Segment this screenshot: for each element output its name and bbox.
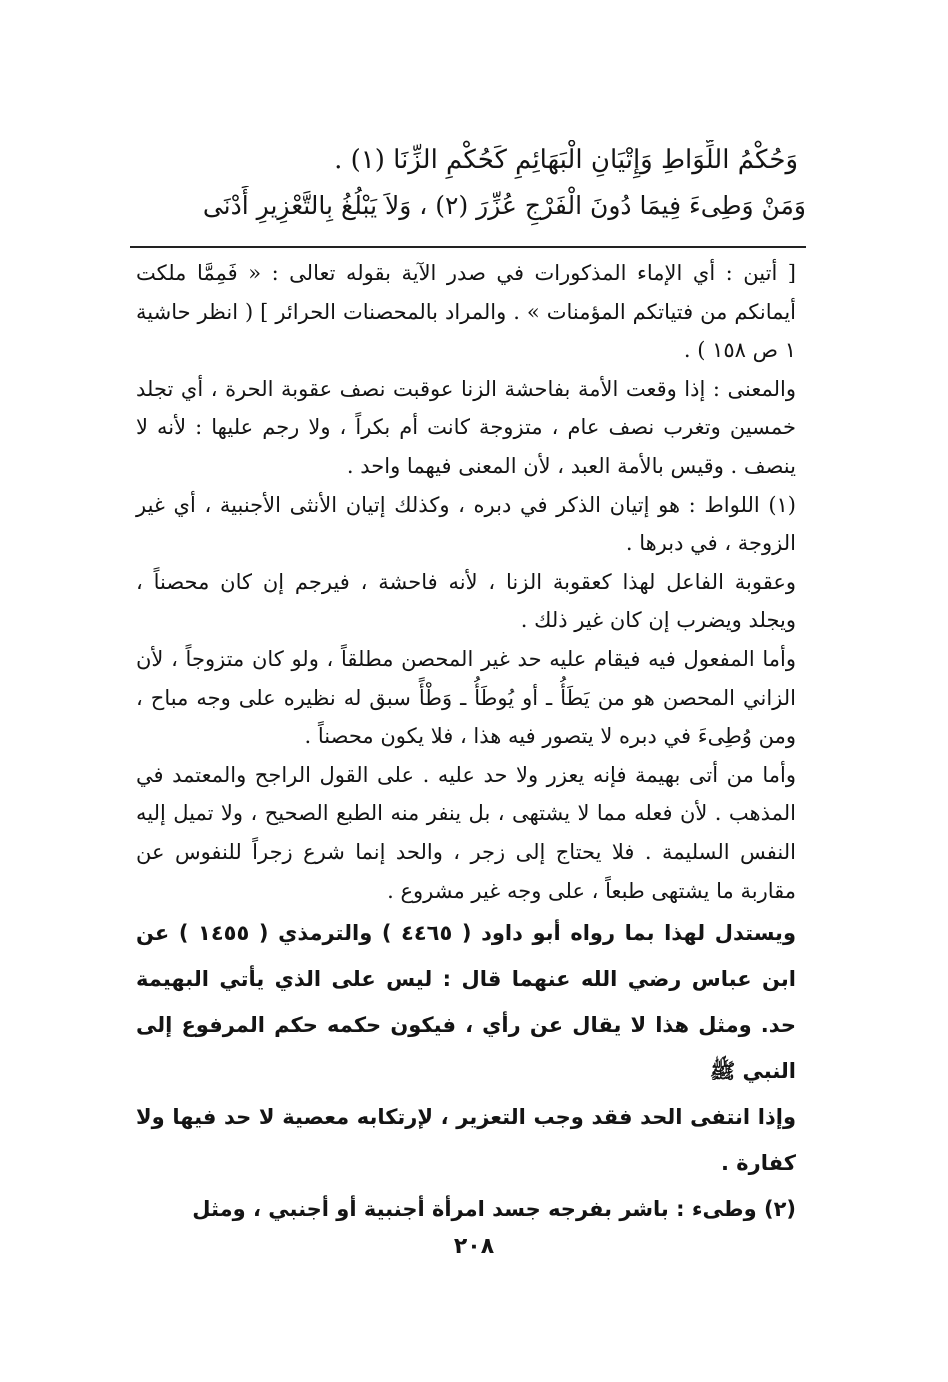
matn-verse-line: وَمَنْ وَطِىءَ فِيمَا دُونَ الْفَرْجِ عُزِّرَ (٢) ، وَلاَ يَبْلُغُ بِالتَّعْزِيرِ أَدْنَى: [202, 191, 806, 220]
commentary-paragraph: (١) اللواط : هو إتيان الذكر في دبره ، وكذلك إتيان الأنثى الأجنبية ، أي غير الزوجة ، في دبرها .: [136, 492, 796, 556]
page-number: ٢٠٨: [453, 1234, 495, 1259]
commentary-paragraph: [ أتين : أي الإماء المذكورات في صدر الآية بقوله تعالى : « فَمِمَّا ملكت أيمانكم من فتياتكم المؤمنات » . والمراد بالمحصنات الحرائر ] ( انظر حاشية ١ ص ١٥٨ ) .: [136, 261, 796, 363]
commentary-paragraph: وعقوبة الفاعل لهذا كعقوبة الزنا ، لأنه فاحشة ، فيرجم إن كان محصناً ، ويجلد ويضرب إن كان غير ذلك .: [136, 569, 796, 633]
commentary-paragraph: والمعنى : إذا وقعت الأمة بفاحشة الزنا عوقبت نصف عقوبة الحرة ، أي تجلد خمسين وتغرب نصف عام ، متزوجة كانت أم بكراً ، ولا رجم عليها : لأنه لا ينصف . وقيس بالأمة العبد ، لأن المعنى فيهما واحد .: [136, 376, 797, 478]
footnote-divider: [130, 246, 806, 248]
commentary-paragraph-bold: وإذا انتفى الحد فقد وجب التعزير ، لإرتكابه معصية لا حد فيها ولا كفارة .: [136, 1105, 796, 1176]
commentary-paragraph: وأما المفعول فيه فيقام عليه حد غير المحصن مطلقاً ، ولو كان متزوجاً ، لأن الزاني المحصن هو من يَطَأُ ـ أو يُوطَأُ ـ وَطْأً سبق له نظيره على وجه مباح ، ومن وُطِىءَ في دبره لا يتصور فيه هذا ، فلا يكون محصناً .: [136, 646, 796, 749]
commentary-body: [136, 254, 796, 1232]
commentary-paragraph-bold: ويستدل لهذا بما رواه أبو داود ( ٤٤٦٥ ) والترمذي ( ١٤٥٥ ) عن ابن عباس رضي الله عنهما قال : ليس على الذي يأتي البهيمة حد. ومثل هذا لا يقال عن رأي ، فيكون حكمه حكم المرفوع إلى النبي ﷺ: [136, 921, 796, 1084]
commentary-paragraph: وأما من أتى بهيمة فإنه يعزر ولا حد عليه . على القول الراجح والمعتمد في المذهب . لأن فعله مما لا يشتهى ، بل ينفر منه الطبع الصحيح ، ولا تميل إليه النفس السليمة . فلا يحتاج إلى زجر ، والحد إنما شرع زجراً للنفوس عن مقاربة ما يشتهى طبعاً ، على وجه غير مشروع .: [136, 762, 797, 903]
matn-verse-line: وَحُكْمُ اللِّوَاطِ وَإِتْيَانِ الْبَهَائِمِ كَحُكْمِ الزِّنَا (١) .: [334, 145, 798, 175]
commentary-paragraph-bold: (٢) وطىء : باشر بفرجه جسد امرأة أجنبية أو أجنبي ، ومثل: [192, 1197, 796, 1222]
